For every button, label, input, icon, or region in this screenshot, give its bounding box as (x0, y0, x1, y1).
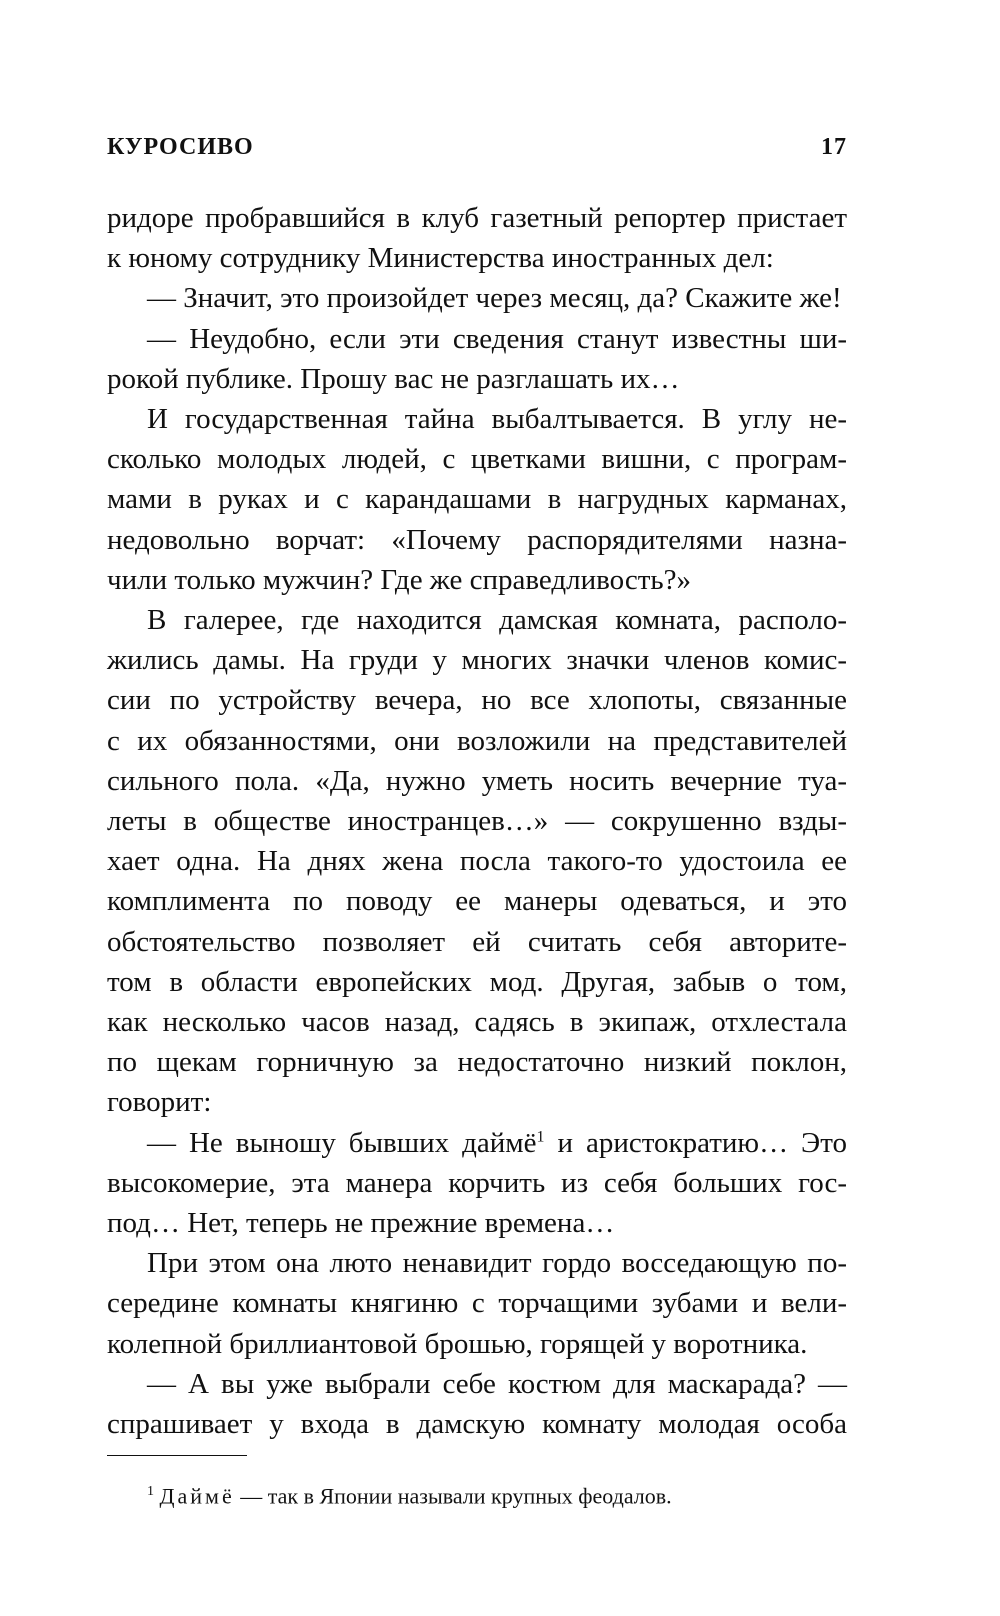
text-line: хает одна. На днях жена посла такого-то удостоила ее (107, 845, 847, 878)
footnote (147, 1478, 847, 1510)
footnote-mark: 1 (147, 1484, 154, 1499)
text-line: колепной бриллиантовой брошью, горящей у воротника. (107, 1327, 808, 1360)
running-title: КУРОСИВО (107, 134, 254, 160)
text-line-start: — Не выношу бывших даймё (147, 1126, 537, 1159)
text-line: середине комнаты княгиню с торчащими зубами и вели- (107, 1287, 847, 1320)
footnote-divider (107, 1455, 247, 1456)
text-line: говорит: (107, 1086, 212, 1119)
text-line: под… Нет, теперь не прежние времена… (107, 1207, 615, 1240)
footnote-text: — так в Японии называли крупных феодалов. (234, 1483, 672, 1509)
text-line: комплимента по поводу ее манеры одеваться, и это (107, 885, 847, 918)
text-line: леты в обществе иностранцев…» — сокрушенно взды- (107, 805, 847, 838)
text-line: сильного пола. «Да, нужно уметь носить вечерние туа- (107, 764, 847, 797)
footnote-term: Даймё (159, 1483, 235, 1509)
text-line: как несколько часов назад, садясь в экипаж, отхлестала (107, 1006, 847, 1039)
text-line: — А вы уже выбрали себе костюм для маскарада? — (147, 1367, 847, 1400)
text-line: И государственная тайна выбалтывается. В углу не- (147, 403, 847, 436)
text-line: жились дамы. На груди у многих значки членов комис- (107, 644, 847, 677)
text-line: недовольно ворчат: «Почему распорядителями назна- (107, 523, 847, 556)
footnote-reference[interactable]: 1 (536, 1128, 545, 1146)
text-line: В галерее, где находится дамская комната, располо- (147, 604, 847, 637)
text-line-with-footnote-ref (107, 1123, 847, 1163)
text-line: мами в руках и с карандашами в нагрудных карманах, (107, 483, 847, 516)
text-line: При этом она люто ненавидит гордо восседающую по- (147, 1247, 847, 1280)
text-line: спрашивает у входа в дамскую комнату молодая особа (107, 1408, 847, 1441)
text-line: обстоятельство позволяет ей считать себя авторите- (107, 925, 847, 958)
text-line: — Значит, это произойдет через месяц, да? Скажите же! (147, 282, 842, 315)
body-text (107, 198, 847, 1444)
text-line: рокой публике. Прошу вас не разглашать их… (107, 362, 680, 395)
text-line: том в области европейских мод. Другая, забыв о том, (107, 965, 847, 998)
text-line: чили только мужчин? Где же справедливость?» (107, 563, 691, 596)
text-line: сии по устройству вечера, но все хлопоты, связанные (107, 684, 847, 717)
text-line: по щекам горничную за недостаточно низкий поклон, (107, 1046, 847, 1079)
text-line: — Неудобно, если эти сведения станут известны ши- (147, 322, 847, 355)
text-line: сколько молодых людей, с цветками вишни, с програм- (107, 443, 847, 476)
page-number: 17 (821, 134, 847, 160)
text-line: к юному сотруднику Министерства иностранных дел: (107, 242, 774, 275)
text-line: с их обязанностями, они возложили на представителей (107, 724, 847, 757)
running-head (107, 134, 847, 161)
text-line-end: и аристократию… Это (544, 1126, 847, 1159)
text-line: высокомерие, эта манера корчить из себя больших гос- (107, 1166, 847, 1199)
text-line: ридоре пробравшийся в клуб газетный репортер пристает (107, 202, 847, 234)
